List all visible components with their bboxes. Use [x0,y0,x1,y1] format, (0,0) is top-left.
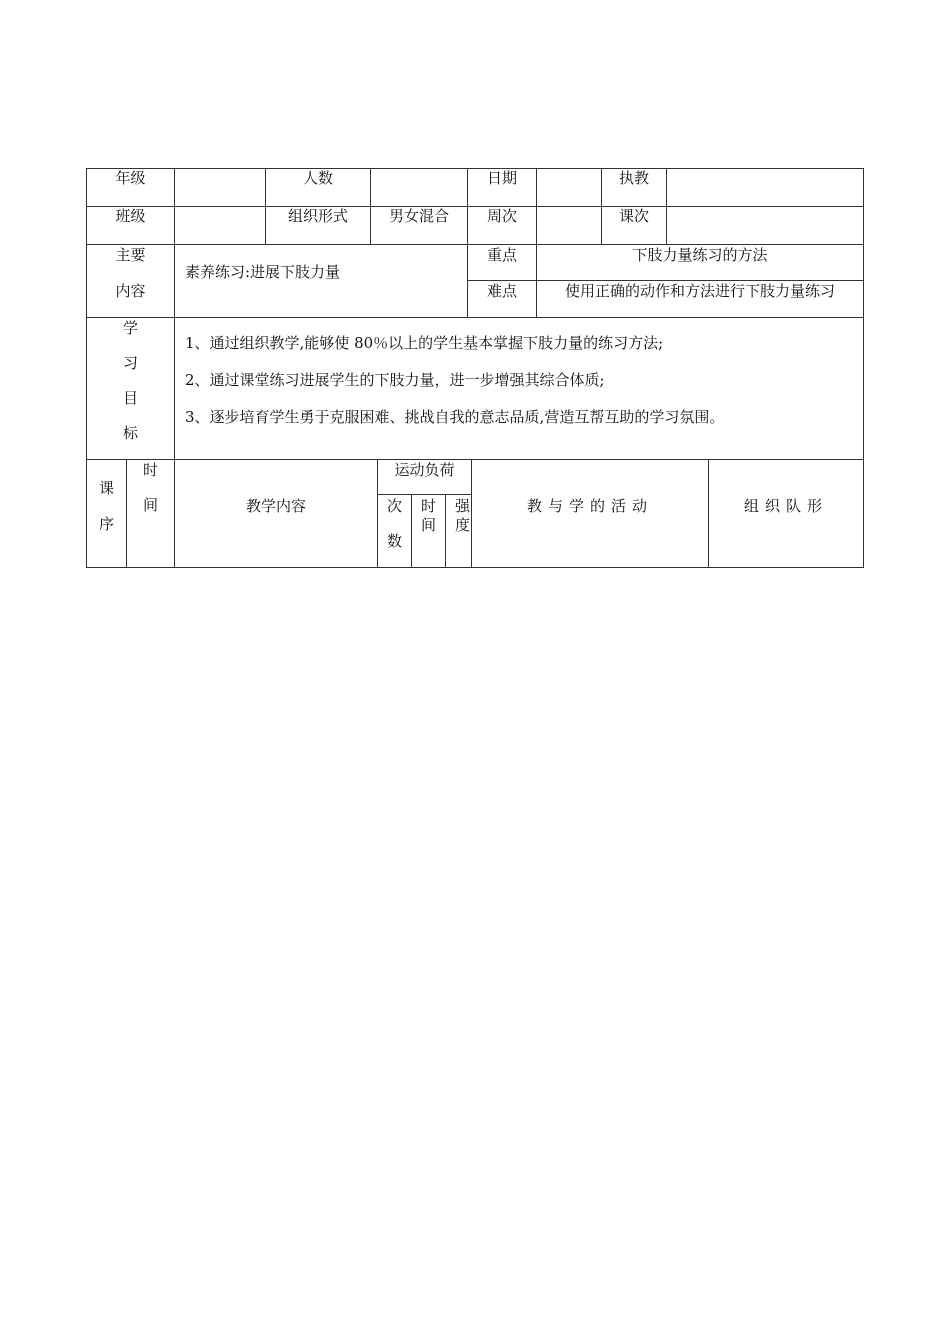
table-border [863,168,864,568]
duration-header: 间 [420,516,436,534]
count-header: 次 [386,497,402,515]
table-border [377,494,471,495]
grade-label: 年级 [115,169,146,187]
time-header: 时 [142,461,158,479]
teacher-label: 执教 [618,169,649,187]
table-border [86,567,864,568]
class-value[interactable] [175,207,265,244]
class-label: 班级 [115,207,146,225]
main-content-value: 素养练习:进展下肢力量 [185,263,341,281]
difficulty-label: 难点 [486,282,517,300]
objectives-label: 学 [122,319,138,337]
teaching-content-header: 教学内容 [245,497,306,515]
lesson-label: 课次 [618,207,649,225]
date-label: 日期 [486,169,517,187]
objective-item: 2、通过课堂练习进展学生的下肢力量，进一步增强其综合体质; [185,371,605,389]
exercise-load-header: 运动负荷 [394,461,455,479]
main-content-label: 内容 [115,282,146,300]
org-form-label: 组织形式 [287,207,348,225]
date-value[interactable] [537,169,601,206]
objectives-label: 习 [122,354,138,372]
main-content-label: 主要 [115,246,146,264]
objectives-label: 标 [122,424,138,442]
week-label: 周次 [486,207,517,225]
objectives-label: 目 [122,389,138,407]
formation-header: 组织队形 [743,497,828,515]
key-point-label: 重点 [486,246,517,264]
intensity-header: 度 [454,516,470,534]
table-border [86,244,864,245]
grade-value[interactable] [175,169,265,206]
table-border [86,317,864,318]
table-border [467,280,864,281]
order-header: 序 [98,515,114,533]
count-header: 数 [386,532,402,550]
org-form-value: 男女混合 [388,207,449,225]
intensity-header: 强 [454,497,470,515]
table-border [86,459,864,460]
time-header: 间 [142,496,158,514]
key-point-value: 下肢力量练习的方法 [632,246,768,264]
people-value[interactable] [371,169,467,206]
difficulty-value: 使用正确的动作和方法进行下肢力量练习 [564,282,835,300]
teacher-value[interactable] [667,169,863,206]
objective-item: 1、通过组织教学,能够使 80％以上的学生基本掌握下肢力量的练习方法; [185,334,664,352]
week-value[interactable] [537,207,601,244]
duration-header: 时 [420,497,436,515]
objective-item: 3、逐步培育学生勇于克服困难、挑战自我的意志品质,营造互帮互助的学习氛围。 [185,408,725,426]
people-label: 人数 [302,169,333,187]
activities-header: 教与学的活动 [526,497,653,515]
lesson-value[interactable] [667,207,863,244]
order-header: 课 [98,479,114,497]
